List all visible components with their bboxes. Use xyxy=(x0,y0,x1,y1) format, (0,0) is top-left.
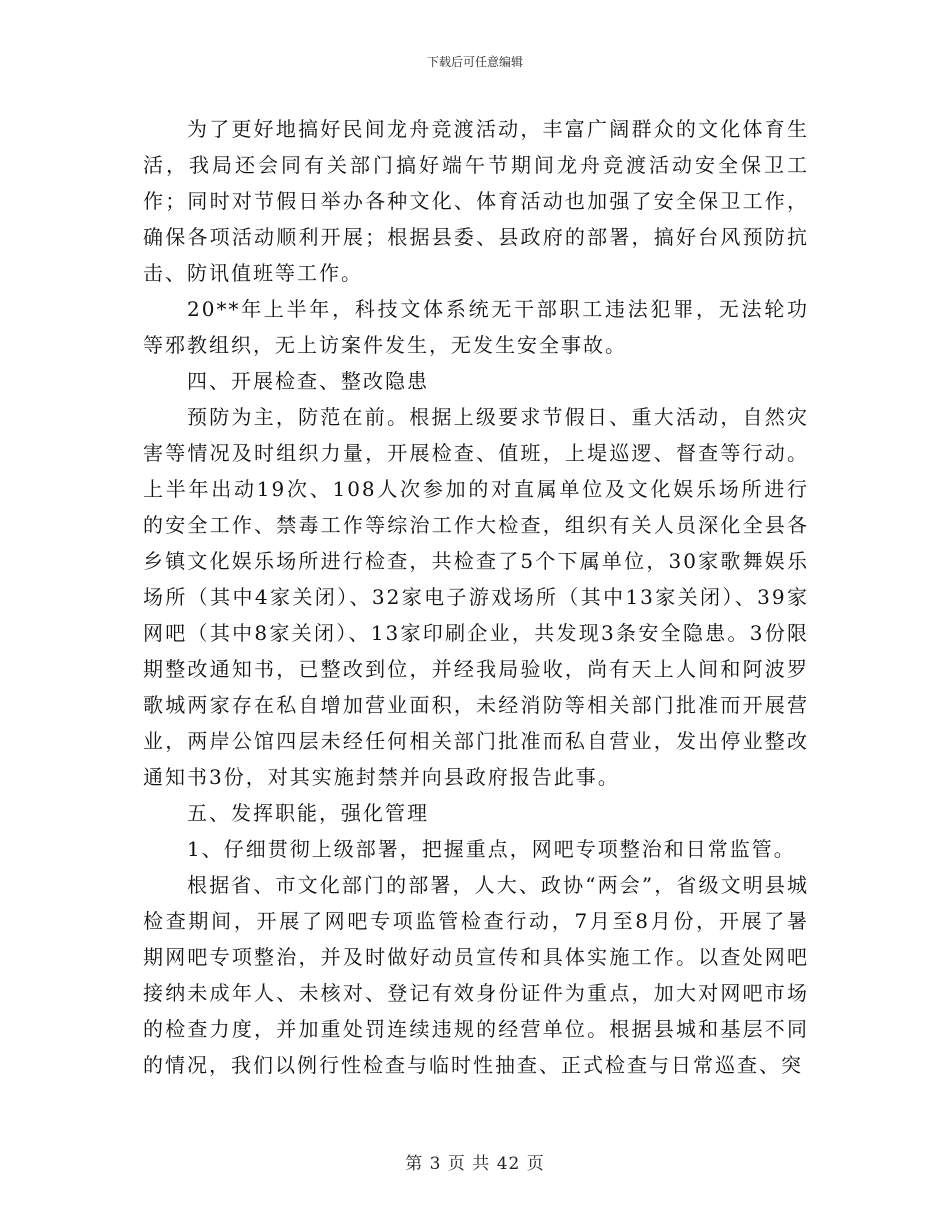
page-header: 下载后可任意编辑 xyxy=(426,55,523,69)
section-heading-management: 五、发挥职能，强化管理 xyxy=(187,801,429,825)
section-heading-inspection: 四、开展检查、整改隐患 xyxy=(187,369,429,393)
subheading-internet-cafe: 1、仔细贯彻上级部署，把握重点，网吧专项整治和日常监管。 xyxy=(187,837,796,861)
paragraph-internet-cafe-rectification: 根据省、市文化部门的部署，人大、政协“两会”，省级文明县城检查期间，开展了网吧专项监管检查行动，7月至8月份，开展了暑期网吧专项整治，并及时做好动员宣传和具体实施工作。以查处网吧接纳未成年人、未核对、登记有效身份证件为重点，加大对网吧市场的检查力度，并加重处罚连续违规的经营单位。根据县城和基层不同的情况，我们以例行性检查与临时性抽查、正式检查与日常巡查、突 xyxy=(143,873,809,1077)
paragraph-inspection-details: 预防为主，防范在前。根据上级要求节假日、重大活动，自然灾害等情况及时组织力量，开展检查、值班，上堤巡逻、督查等行动。上半年出动19次、108人次参加的对直属单位及文化娱乐场所进行的安全工作、禁毒工作等综治工作大检查，组织有关人员深化全县各乡镇文化娱乐场所进行检查，共检查了5个下属单位，30家歌舞娱乐场所（其中4家关闭）、32家电子游戏场所（其中13家关闭）、39家网吧（其中8家关闭）、13家印刷企业，共发现3条安全隐患。3份限期整改通知书，已整改到位，并经我局验收，尚有天上人间和阿波罗歌城两家存在私自增加营业面积，未经消防等相关部门批准而开展营业，两岸公馆四层未经任何相关部门批准而私自营业，发出停业整改通知书3份，对其实施封禁并向县政府报告此事。 xyxy=(143,405,809,789)
paragraph-half-year-summary: 20**年上半年，科技文体系统无干部职工违法犯罪，无法轮功等邪教组织，无上访案件发生，无发生安全事故。 xyxy=(143,297,809,357)
paragraph-dragon-boat-security: 为了更好地搞好民间龙舟竞渡活动，丰富广阔群众的文化体育生活，我局还会同有关部门搞好端午节期间龙舟竞渡活动安全保卫工作；同时对节假日举办各种文化、体育活动也加强了安全保卫工作，确保各项活动顺利开展；根据县委、县政府的部署，搞好台风预防抗击、防讯值班等工作。 xyxy=(143,117,809,285)
page-footer: 第 3 页 共 42 页 xyxy=(405,1154,545,1174)
document-body xyxy=(143,111,809,1083)
